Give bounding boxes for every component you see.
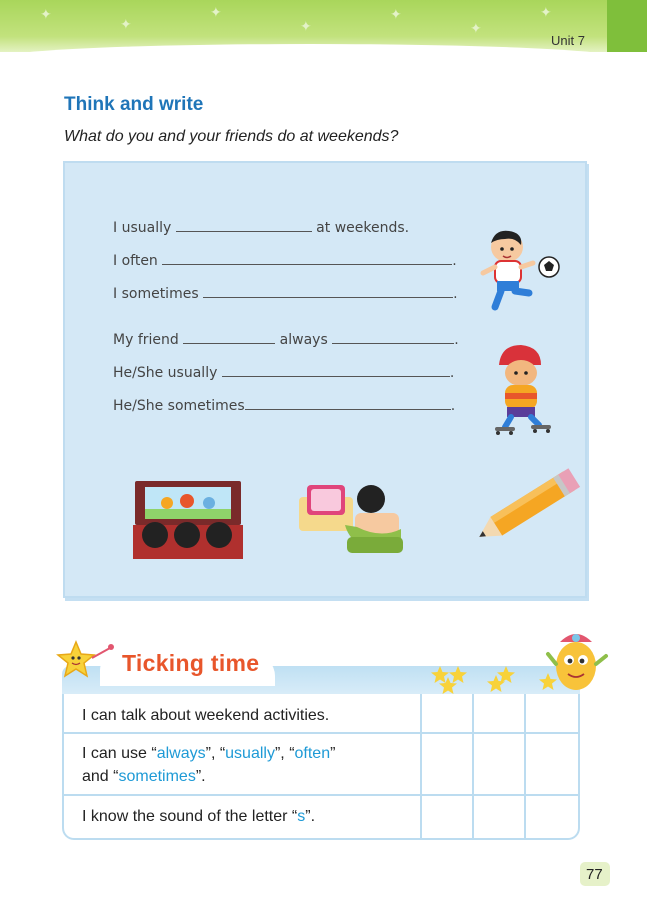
star-mascot-icon — [56, 640, 116, 682]
row-text: I can talk about weekend activities. — [82, 707, 330, 724]
two-stars-icon — [486, 664, 516, 694]
writing-line-3 — [113, 284, 458, 302]
line-text: . — [453, 286, 458, 302]
star-icon: ✦ — [300, 18, 312, 34]
answer-blank[interactable] — [245, 396, 451, 410]
keyword: sometimes — [118, 768, 196, 785]
star-icon: ✦ — [210, 4, 222, 20]
row-text — [82, 805, 315, 828]
unit-label: Unit 7 — [551, 33, 585, 48]
line-text: He/She sometimes — [113, 398, 245, 414]
star-icon: ✦ — [40, 6, 52, 22]
line-text: always — [279, 332, 328, 348]
ticking-title: Ticking time — [122, 650, 260, 676]
section-title: Think and write — [64, 94, 204, 115]
top-banner — [0, 0, 647, 52]
line-text: . — [449, 365, 455, 381]
line-text: . — [452, 253, 457, 269]
monster-mascot-icon — [546, 628, 608, 698]
text-fragment: I can use “ — [82, 745, 157, 762]
text-fragment: ”, “ — [205, 745, 226, 762]
answer-blank[interactable] — [162, 251, 452, 265]
star-icon: ✦ — [470, 20, 482, 36]
writing-panel — [63, 161, 587, 598]
ticking-table — [62, 694, 580, 840]
answer-blank[interactable] — [222, 363, 450, 377]
pencil-illustration — [469, 465, 591, 549]
three-stars-icon — [430, 664, 470, 696]
star-icon: ✦ — [390, 6, 402, 22]
tv-watching-illustration — [297, 481, 407, 555]
cinema-illustration — [133, 479, 243, 559]
skating-boy-illustration — [489, 343, 559, 435]
line-text: He/She usually — [113, 365, 218, 381]
text-fragment: ”, “ — [274, 745, 295, 762]
line-text: . — [450, 398, 456, 414]
writing-line-5 — [113, 363, 454, 381]
star-icon: ✦ — [540, 4, 552, 20]
row-text — [82, 742, 335, 788]
writing-line-2 — [113, 251, 457, 269]
keyword: usually — [225, 745, 275, 762]
line-text: I usually — [113, 220, 172, 236]
line-text: My friend — [113, 332, 179, 348]
keyword: s — [297, 808, 306, 825]
answer-blank[interactable] — [183, 330, 275, 344]
writing-line-1 — [113, 218, 409, 236]
page-number: 77 — [586, 866, 603, 883]
unit-tab — [607, 0, 647, 52]
text-fragment: ”. — [195, 768, 206, 785]
text-fragment: and “ — [82, 768, 119, 785]
ticking-row-1 — [64, 694, 578, 734]
answer-blank[interactable] — [332, 330, 454, 344]
line-text: I sometimes — [113, 286, 199, 302]
text-fragment: ”. — [305, 808, 316, 825]
torn-edge — [0, 44, 620, 52]
keyword: often — [294, 745, 331, 762]
answer-blank[interactable] — [203, 284, 453, 298]
ticking-row-2 — [64, 734, 578, 796]
text-fragment: I know the sound of the letter “ — [82, 808, 298, 825]
line-text: I often — [113, 253, 158, 269]
soccer-boy-illustration — [477, 227, 567, 311]
text-fragment: ” — [330, 745, 336, 762]
section-question: What do you and your friends do at weekends? — [64, 128, 399, 145]
ticking-row-3 — [64, 796, 578, 838]
line-text: at weekends. — [316, 220, 410, 236]
writing-line-6 — [113, 396, 455, 414]
answer-blank[interactable] — [176, 218, 312, 232]
keyword: always — [156, 745, 206, 762]
line-text: . — [454, 332, 459, 348]
star-icon: ✦ — [120, 16, 132, 32]
writing-line-4 — [113, 330, 459, 348]
